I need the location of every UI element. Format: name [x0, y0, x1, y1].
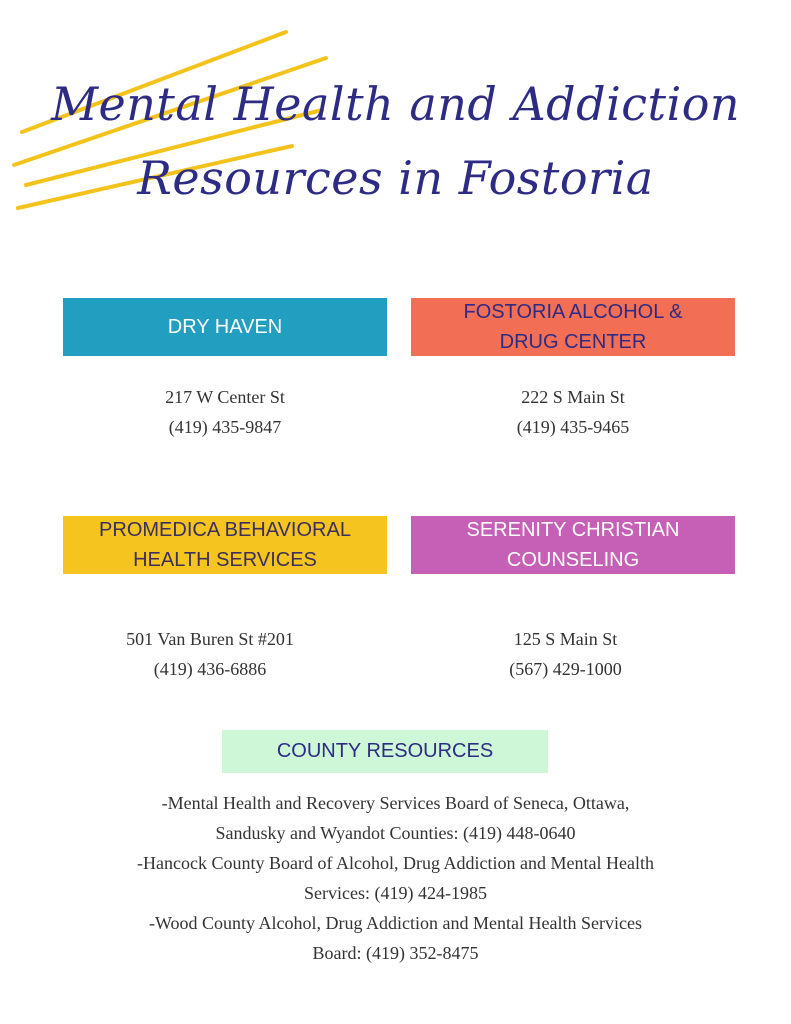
resource-phone: (419) 435-9847 [168, 417, 282, 437]
resource-header-line: FOSTORIA ALCOHOL & [463, 301, 683, 323]
resource-header-line: HEALTH SERVICES [133, 549, 317, 571]
page-title-line-2: Resources in Fostoria [137, 151, 654, 205]
resource-header-line: COUNSELING [506, 549, 640, 571]
county-resource-line: -Wood County Alcohol, Drug Addiction and Mental Health Services [149, 913, 642, 933]
resource-phone: (419) 436-6886 [153, 659, 267, 679]
resource-header-dry-haven: DRY HAVEN [63, 298, 387, 356]
resource-header-line: PROMEDICA BEHAVIORAL [99, 519, 351, 541]
county-resource-line: Board: (419) 352-8475 [312, 943, 479, 963]
resource-header-promedica [63, 516, 387, 574]
resource-info [411, 382, 735, 442]
county-resources-list [0, 788, 791, 968]
page-title-line-1: Mental Health and Addiction [50, 77, 741, 131]
resource-header-line: SERENITY CHRISTIAN [466, 519, 680, 541]
resource-phone: (419) 435-9465 [516, 417, 630, 437]
resource-info [396, 624, 735, 684]
resource-card-promedica [63, 516, 387, 684]
resource-info [63, 382, 387, 442]
county-resource-line: Services: (419) 424-1985 [304, 883, 487, 903]
resource-card-serenity [411, 516, 735, 684]
resource-info [33, 624, 387, 684]
resource-header-fostoria-center [411, 298, 735, 356]
resource-header-serenity [411, 516, 735, 574]
resource-card-fostoria-center [411, 298, 735, 442]
resource-phone: (567) 429-1000 [509, 659, 622, 679]
resource-header-line: DRUG CENTER [499, 331, 647, 353]
resource-address: 222 S Main St [521, 387, 625, 407]
resource-address: 501 Van Buren St #201 [126, 629, 294, 649]
county-resources-header: COUNTY RESOURCES [222, 730, 548, 773]
resource-card-dry-haven [63, 298, 387, 442]
county-resource-line: -Mental Health and Recovery Services Board of Seneca, Ottawa, [161, 793, 630, 813]
county-resource-line: -Hancock County Board of Alcohol, Drug Addiction and Mental Health [137, 853, 654, 873]
county-resource-line: Sandusky and Wyandot Counties: (419) 448-0640 [215, 823, 576, 843]
resource-address: 217 W Center St [165, 387, 285, 407]
resource-address: 125 S Main St [513, 629, 618, 649]
